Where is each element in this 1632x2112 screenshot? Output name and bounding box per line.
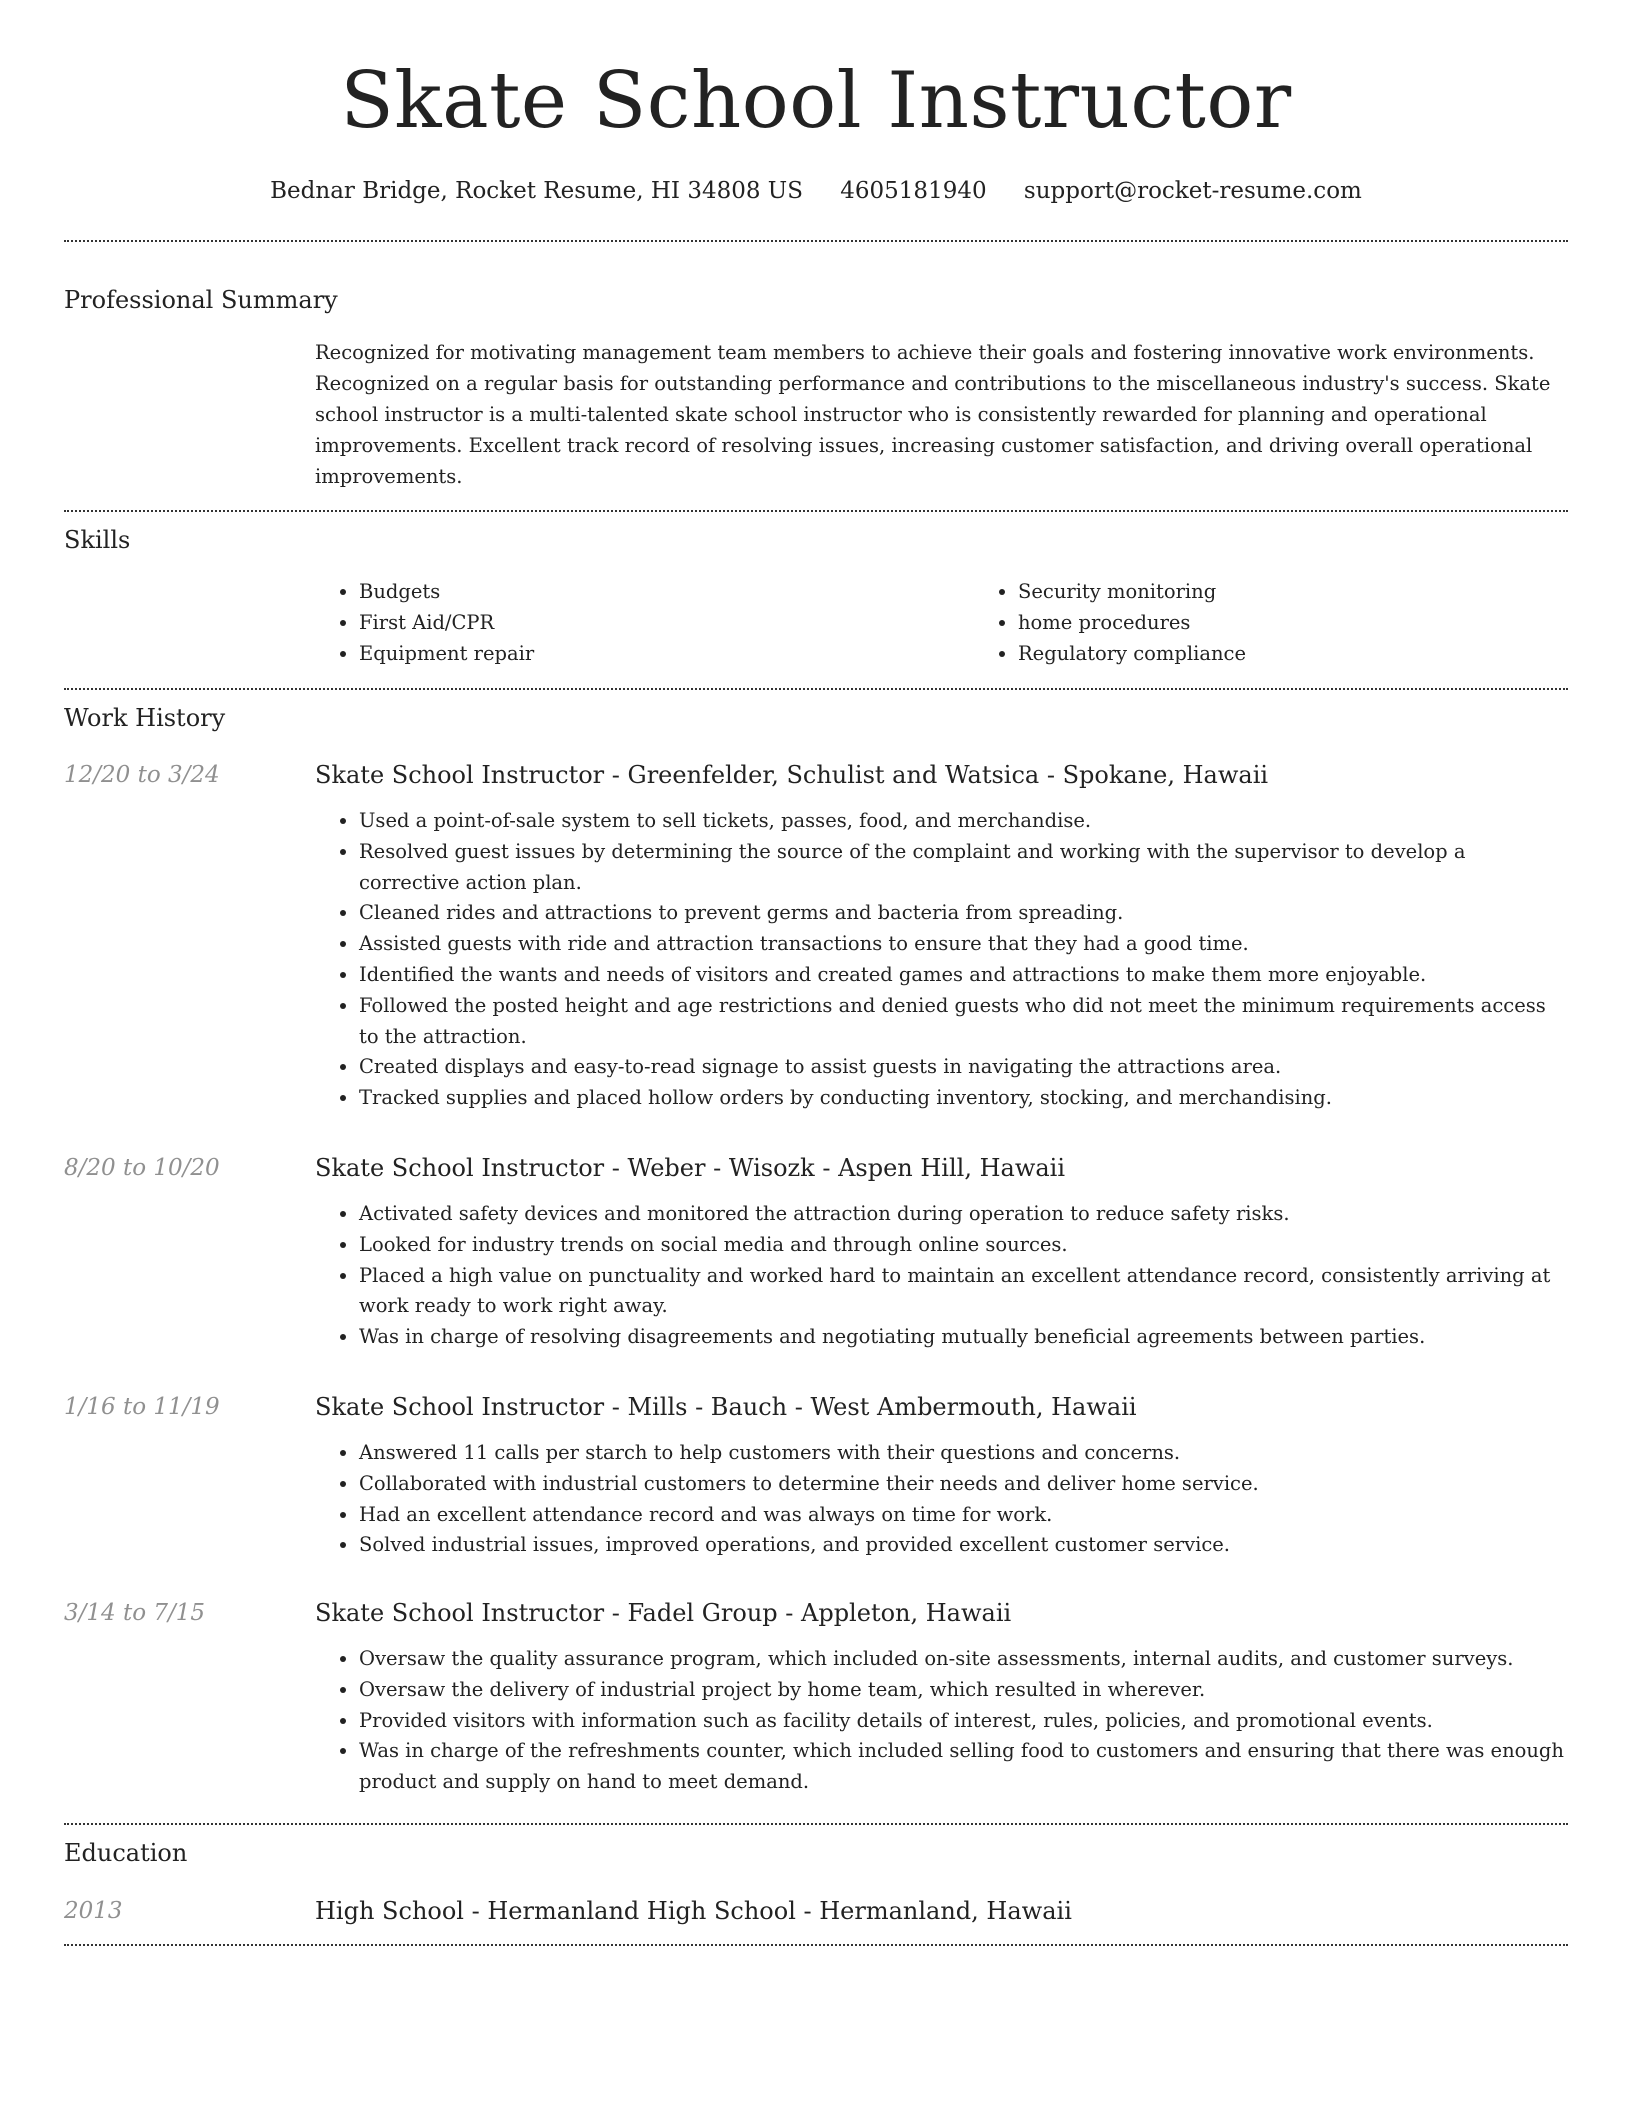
job-bullet: • Identified the wants and needs of visitors and created games and attractions to make them more enjoyable. [359,960,1568,991]
skill-item: • Equipment repair [359,639,974,670]
contact-email: support@rocket-resume.com [1023,178,1362,204]
job-dates: 12/20 to 3/24 [64,762,220,788]
job-bullets [315,1644,1568,1798]
job-bullet: • Had an excellent attendance record and was always on time for work. [359,1500,1568,1531]
resume-name: Skate School Instructor [340,56,1292,146]
contact-phone: 4605181940 [840,178,987,204]
education-section [64,1836,1568,1928]
job-title: Skate School Instructor - Fadel Group - Appleton, Hawaii [315,1599,1012,1627]
job-bullet: • Tracked supplies and placed hollow orders by conducting inventory, stocking, and merchandising. [359,1083,1568,1114]
job-bullet: • Solved industrial issues, improved operations, and provided excellent customer service. [359,1530,1568,1561]
job-bullet: • Was in charge of resolving disagreements and negotiating mutually beneficial agreements between parties. [359,1322,1568,1353]
skills-column-right [974,577,1632,669]
job-bullet: • Was in charge of the refreshments counter, which included selling food to customers and ensuring that there was enough product and supply on hand to meet demand. [359,1736,1568,1798]
job-bullets [315,806,1568,1114]
skills-list [315,577,1632,669]
contact-address: Bednar Bridge, Rocket Resume, HI 34808 US [270,178,803,204]
job-bullet: • Oversaw the quality assurance program, which included on-site assessments, internal audits, and customer surveys. [359,1644,1568,1675]
job-title: Skate School Instructor - Mills - Bauch - West Ambermouth, Hawaii [315,1393,1137,1421]
summary-text-container [315,337,1568,492]
job-bullet: • Answered 11 calls per starch to help customers with their questions and concerns. [359,1438,1568,1469]
skill-item: • home procedures [1018,608,1632,639]
resume-page [64,0,1568,1925]
job-dates: 8/20 to 10/20 [64,1155,220,1181]
job-bullet: • Followed the posted height and age restrictions and denied guests who did not meet the minimum requirements access to the attraction. [359,991,1568,1053]
job-bullet: • Created displays and easy-to-read signage to assist guests in navigating the attractions area. [359,1052,1568,1083]
skills-section [64,523,1568,669]
contact-line [64,174,1568,208]
section-title-summary: Professional Summary [64,286,338,314]
job-bullet: • Cleaned rides and attractions to prevent germs and bacteria from spreading. [359,898,1568,929]
divider [64,688,1568,690]
job-entry [64,1390,1568,1561]
job-bullet: • Activated safety devices and monitored the attraction during operation to reduce safety risks. [359,1199,1568,1230]
divider [64,240,1568,242]
section-title-skills: Skills [64,526,131,554]
job-entry [64,758,1568,1114]
job-bullet: • Resolved guest issues by determining the source of the complaint and working with the supervisor to develop a corrective action plan. [359,837,1568,899]
summary-text: Recognized for motivating management team members to achieve their goals and fostering innovative work environments. Recognized on a regular basis for outstanding performance and contributions to the miscellaneous industry's success. Skate school instructor is a multi-talented skate school instructor who is consistently rewarded for planning and operational improvements. Excellent track record of resolving issues, increasing customer satisfaction, and driving overall operational improvements. [315,341,1551,488]
divider [64,1823,1568,1825]
skills-column-left [315,577,974,669]
job-title: Skate School Instructor - Weber - Wisozk - Aspen Hill, Hawaii [315,1154,1066,1182]
job-bullets [315,1438,1568,1561]
job-bullet: • Provided visitors with information such as facility details of interest, rules, policies, and promotional events. [359,1706,1568,1737]
job-bullet: • Used a point-of-sale system to sell tickets, passes, food, and merchandise. [359,806,1568,837]
job-bullet: • Collaborated with industrial customers to determine their needs and deliver home service. [359,1469,1568,1500]
education-entry: High School - Hermanland High School - Hermanland, Hawaii [315,1897,1072,1925]
summary-section [64,283,1568,492]
job-bullet: • Oversaw the delivery of industrial project by home team, which resulted in wherever. [359,1675,1568,1706]
job-dates: 1/16 to 11/19 [64,1394,220,1420]
job-title: Skate School Instructor - Greenfelder, Schulist and Watsica - Spokane, Hawaii [315,761,1269,789]
job-bullet: • Assisted guests with ride and attraction transactions to ensure that they had a good time. [359,929,1568,960]
job-bullet: • Looked for industry trends on social media and through online sources. [359,1230,1568,1261]
divider [64,1944,1568,1946]
skill-item: • First Aid/CPR [359,608,974,639]
section-title-work: Work History [64,704,226,732]
job-bullet: • Placed a high value on punctuality and worked hard to maintain an excellent attendance record, consistently arriving at work ready to work right away. [359,1261,1568,1323]
section-title-education: Education [64,1839,188,1867]
divider [64,510,1568,512]
job-entry [64,1596,1568,1798]
job-dates: 3/14 to 7/15 [64,1600,206,1626]
education-dates: 2013 [64,1898,123,1924]
job-entry [64,1151,1568,1353]
job-bullets [315,1199,1568,1353]
skill-item: • Budgets [359,577,974,608]
skill-item: • Regulatory compliance [1018,639,1632,670]
skill-item: • Security monitoring [1018,577,1632,608]
work-history-section [64,701,1568,735]
